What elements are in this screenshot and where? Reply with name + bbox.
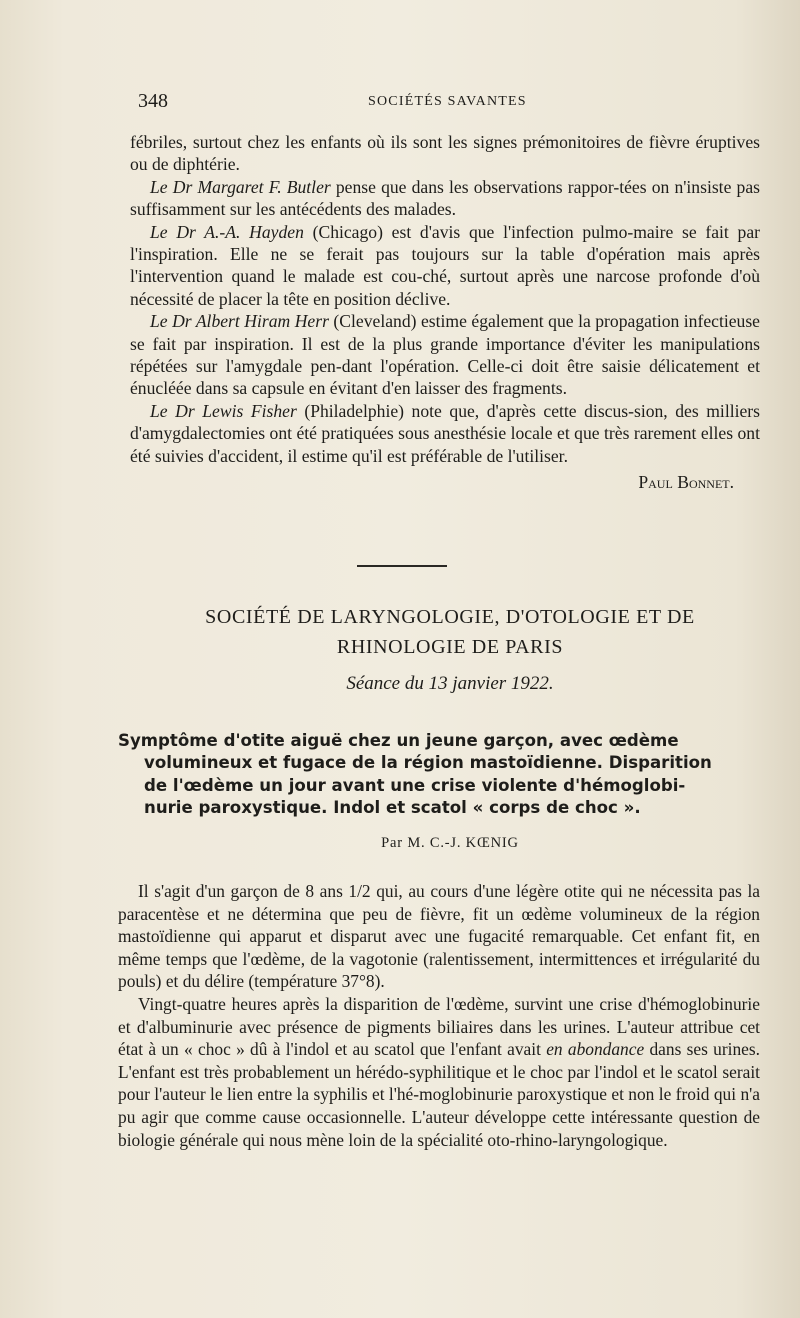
emphasis: en abondance	[546, 1039, 645, 1060]
paragraph: fébriles, surtout chez les enfants où ils sont les signes prémonitoires de fièvre éruptives ou de diphtérie.	[130, 132, 760, 175]
paragraph-text: Vingt-quatre heures après la disparition de l'œdème, survint une crise d'hémoglobinurie et d'albuminurie avec présence de pigments biliaires dans les urines. L'auteur attribue cet état à un « choc » dû à l'indol et au scatol que l'enfant avait	[118, 993, 760, 1060]
society-heading	[120, 602, 780, 662]
session-date: Séance du 13 janvier 1922.	[346, 673, 554, 694]
paragraph: Il s'agit d'un garçon de 8 ans 1/2 qui, au cours d'une légère otite qui ne nécessita pas la paracentèse et ne détermina que peu de fièvre, fit un œdème volumineux de la région mastoïdienne qui apparut et disparut avec une fugacité remarquable. Cet enfant fit, en même temps que l'œdème, de la vagotonie (ralentissement, intermittences et irrégularité du pouls) et du délire (température 37°8).	[118, 881, 760, 992]
article-title	[118, 730, 760, 820]
paragraph-text: (Chicago) est d'avis que l'infection pulmo-maire se fait par l'inspiration. Elle ne se ferait pas toujours sur la table d'opération mais après l'intervention quand le malade est cou-ché, surtout après une narcose profonde d'où nécessité de placer la tête en position déclive.	[130, 221, 761, 309]
article-author: Par M. C.-J. KŒNIG	[381, 835, 519, 851]
paragraph-text: (Cleveland) estime également que la propagation infectieuse se fait par inspiration. Il est de la plus grande importance d'éviter les manipulations répétées sur l'amygdale pen-dant l'opération. Celle-ci doit être saisie délicatement et énucléée dans sa capsule en évitant d'en laisser des fragments.	[130, 311, 760, 399]
section-divider	[357, 565, 447, 567]
running-head: SOCIÉTÉS SAVANTES	[368, 94, 527, 109]
speaker-name: Le Dr Albert Hiram Herr	[150, 311, 329, 332]
paragraph	[130, 221, 760, 311]
paragraph-text: pense que dans les observations rappor-tées on n'insiste pas suffisamment sur les antécédents des malades.	[130, 176, 760, 220]
paragraph	[130, 310, 760, 400]
signature: Paul Bonnet.	[638, 472, 734, 493]
article-body	[118, 880, 760, 1151]
society-name-line: RHINOLOGIE DE PARIS	[336, 636, 564, 658]
speaker-name: Le Dr A.-A. Hayden	[150, 221, 304, 242]
title-line: nurie paroxystique. Indol et scatol « corps de choc ».	[144, 798, 641, 818]
top-section	[130, 131, 760, 493]
page-header	[118, 90, 758, 118]
paragraph	[130, 400, 760, 467]
title-line: de l'œdème un jour avant une crise violente d'hémoglobi-	[144, 775, 686, 795]
paragraph-text: (Philadelphie) note que, d'après cette discus-sion, des milliers d'amygdalectomies ont été pratiquées sous anesthésie locale et que très rarement elles ont été suivies d'accident, il estime qu'il est préférable de l'utiliser.	[130, 400, 761, 466]
page-number: 348	[138, 90, 168, 112]
society-name-line: SOCIÉTÉ DE LARYNGOLOGIE, D'OTOLOGIE ET DE	[205, 606, 695, 628]
title-line: volumineux et fugace de la région mastoïdienne. Disparition	[144, 753, 712, 773]
speaker-name: Le Dr Margaret F. Butler	[150, 176, 331, 197]
speaker-name: Le Dr Lewis Fisher	[150, 400, 297, 421]
paragraph	[118, 993, 760, 1151]
paragraph-text: dans ses urines. L'enfant est très probablement un hérédo-syphilitique et le choc par l'indol et le scatol serait pour l'auteur le lien entre la syphilis et l'hé-moglobinurie paroxystique et non le froid qui n'a pu agir que comme cause occasionnelle. L'auteur développe cette intéressante question de biologie générale qui nous mène loin de la spécialité oto-rhino-laryngologique.	[118, 1039, 760, 1150]
paragraph	[130, 176, 760, 221]
title-line: Symptôme d'otite aiguë chez un jeune garçon, avec œdème	[118, 731, 679, 750]
